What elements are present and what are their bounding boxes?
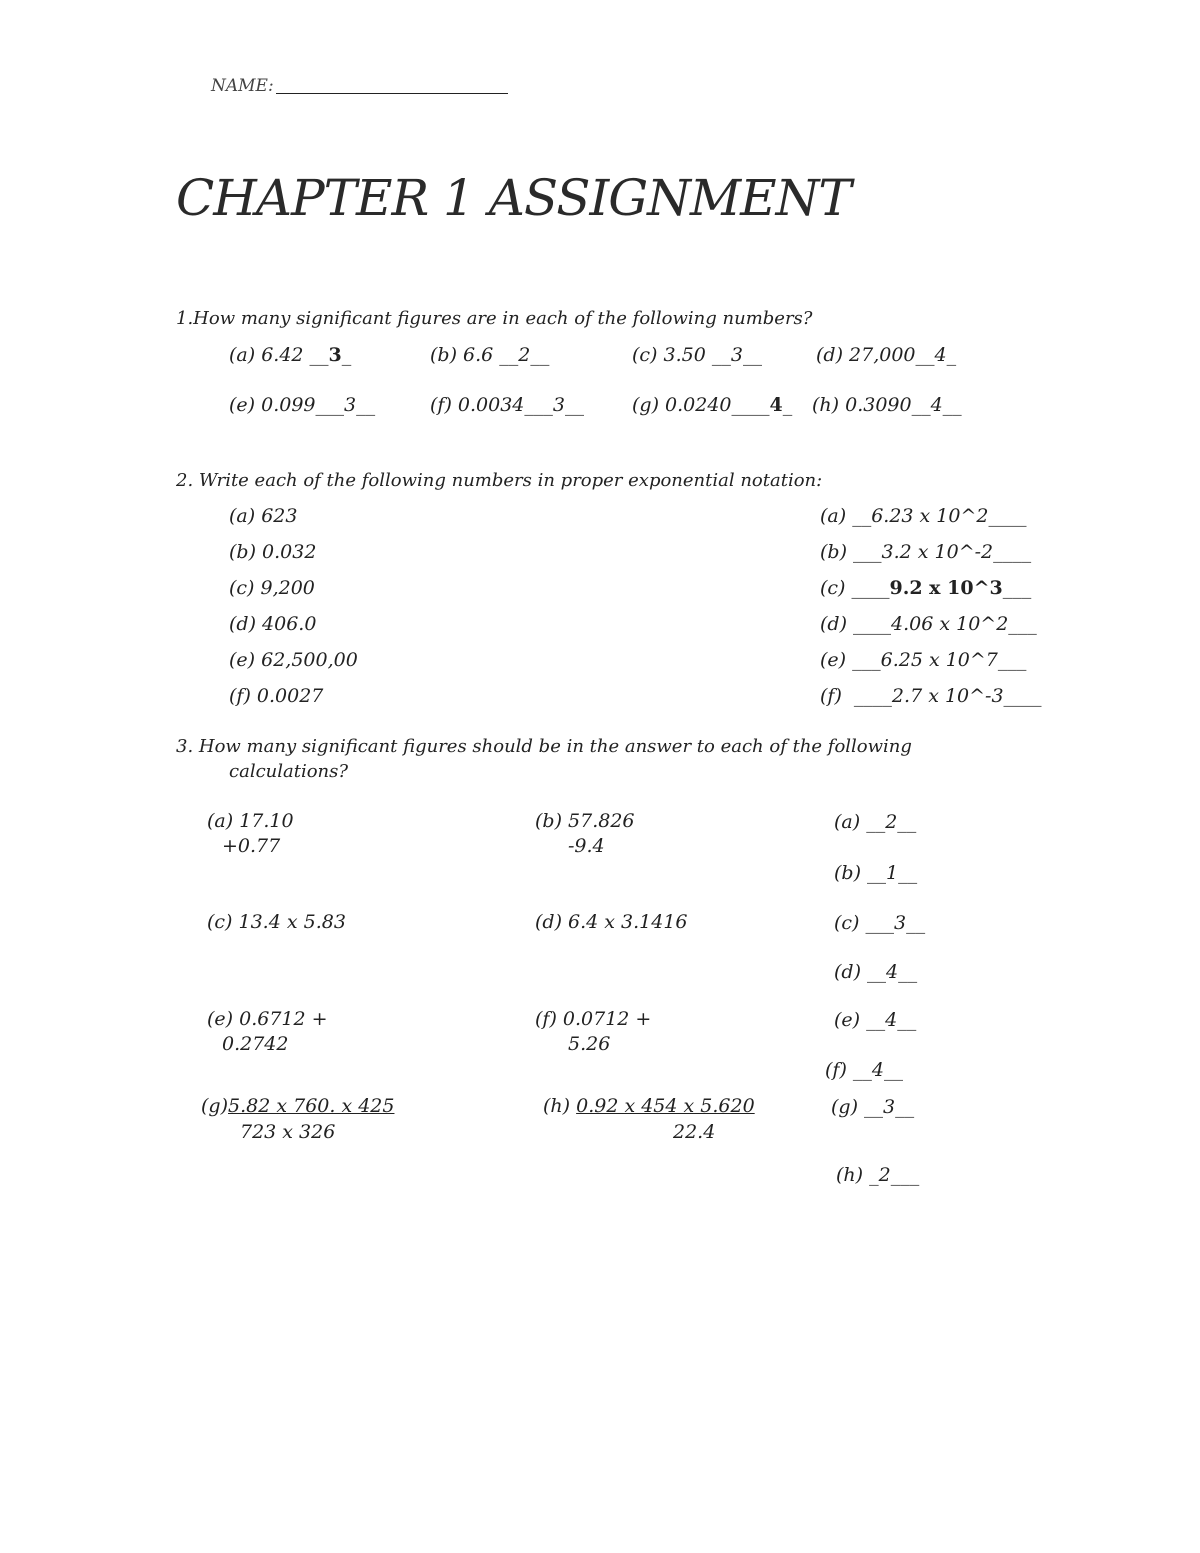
q2-item-d: (d) 406.0 [229, 613, 317, 635]
q2-item-f: (f) 0.0027 [229, 685, 324, 707]
q3-answer-a: (a) __2__ [834, 811, 917, 833]
question-2: 2. Write each of the following numbers in proper exponential notation: [176, 470, 823, 491]
q2-item-b: (b) 0.032 [229, 541, 317, 563]
q2-answer-c: (c) ____9.2 x 10^3___ [820, 577, 1032, 599]
q2-answer-b: (b) ___3.2 x 10^-2____ [820, 541, 1032, 563]
q3-problem-a-line-2: +0.77 [222, 835, 281, 857]
q3-answer-h: (h) _2___ [836, 1164, 920, 1186]
q3-problem-c: (c) 13.4 x 5.83 [207, 911, 346, 933]
q1-answer-a: (a) 6.42 __3_ [229, 344, 352, 366]
q2-answer-d: (d) ____4.06 x 10^2___ [820, 613, 1037, 635]
q1-answer-h: (h) 0.3090__4__ [812, 394, 962, 416]
q3-problem-h-denominator: 22.4 [673, 1121, 716, 1143]
q1-answer-d: (d) 27,000__4_ [816, 344, 957, 366]
q3-answer-d: (d) __4__ [834, 961, 918, 983]
q3-problem-e-line-1: (e) 0.6712 + [207, 1008, 328, 1030]
q3-problem-a-line-1: (a) 17.10 [207, 810, 294, 832]
q1-answer-b: (b) 6.6 __2__ [430, 344, 550, 366]
question-3-line-2: calculations? [229, 761, 349, 782]
q2-answer-a: (a) __6.23 x 10^2____ [820, 505, 1027, 527]
q2-answer-f: (f) ____2.7 x 10^-3____ [820, 685, 1042, 707]
name-blank-line [276, 93, 508, 94]
q3-problem-h-numerator: (h) 0.92 x 454 x 5.620 [543, 1095, 755, 1117]
q3-problem-g-numerator: (g)5.82 x 760. x 425 [201, 1095, 395, 1117]
q1-answer-f: (f) 0.0034___3__ [430, 394, 584, 416]
q3-problem-b-line-1: (b) 57.826 [535, 810, 635, 832]
question-1: 1.How many significant figures are in each of the following numbers? [176, 308, 813, 329]
q3-answer-b: (b) __1__ [834, 862, 918, 884]
q2-item-e: (e) 62,500,00 [229, 649, 358, 671]
q3-answer-c: (c) ___3__ [834, 912, 926, 934]
q2-item-a: (a) 623 [229, 505, 298, 527]
page-title: CHAPTER 1 ASSIGNMENT [176, 169, 851, 227]
q3-problem-e-line-2: 0.2742 [222, 1033, 289, 1055]
q1-answer-c: (c) 3.50 __3__ [632, 344, 762, 366]
q2-item-c: (c) 9,200 [229, 577, 315, 599]
name-label: NAME: [211, 76, 274, 96]
q3-answer-e: (e) __4__ [834, 1009, 917, 1031]
q3-problem-b-line-2: -9.4 [568, 835, 605, 857]
question-3-line-1: 3. How many significant figures should be in the answer to each of the following [176, 736, 912, 757]
q3-problem-d: (d) 6.4 x 3.1416 [535, 911, 688, 933]
q3-answer-g: (g) __3__ [831, 1096, 915, 1118]
q1-answer-e: (e) 0.099___3__ [229, 394, 376, 416]
q3-problem-g-denominator: 723 x 326 [240, 1121, 336, 1143]
q2-answer-e: (e) ___6.25 x 10^7___ [820, 649, 1027, 671]
q3-problem-f-line-2: 5.26 [568, 1033, 611, 1055]
q3-answer-f: (f) __4__ [825, 1059, 903, 1081]
q3-problem-f-line-1: (f) 0.0712 + [535, 1008, 652, 1030]
q1-answer-g: (g) 0.0240____4_ [632, 394, 793, 416]
